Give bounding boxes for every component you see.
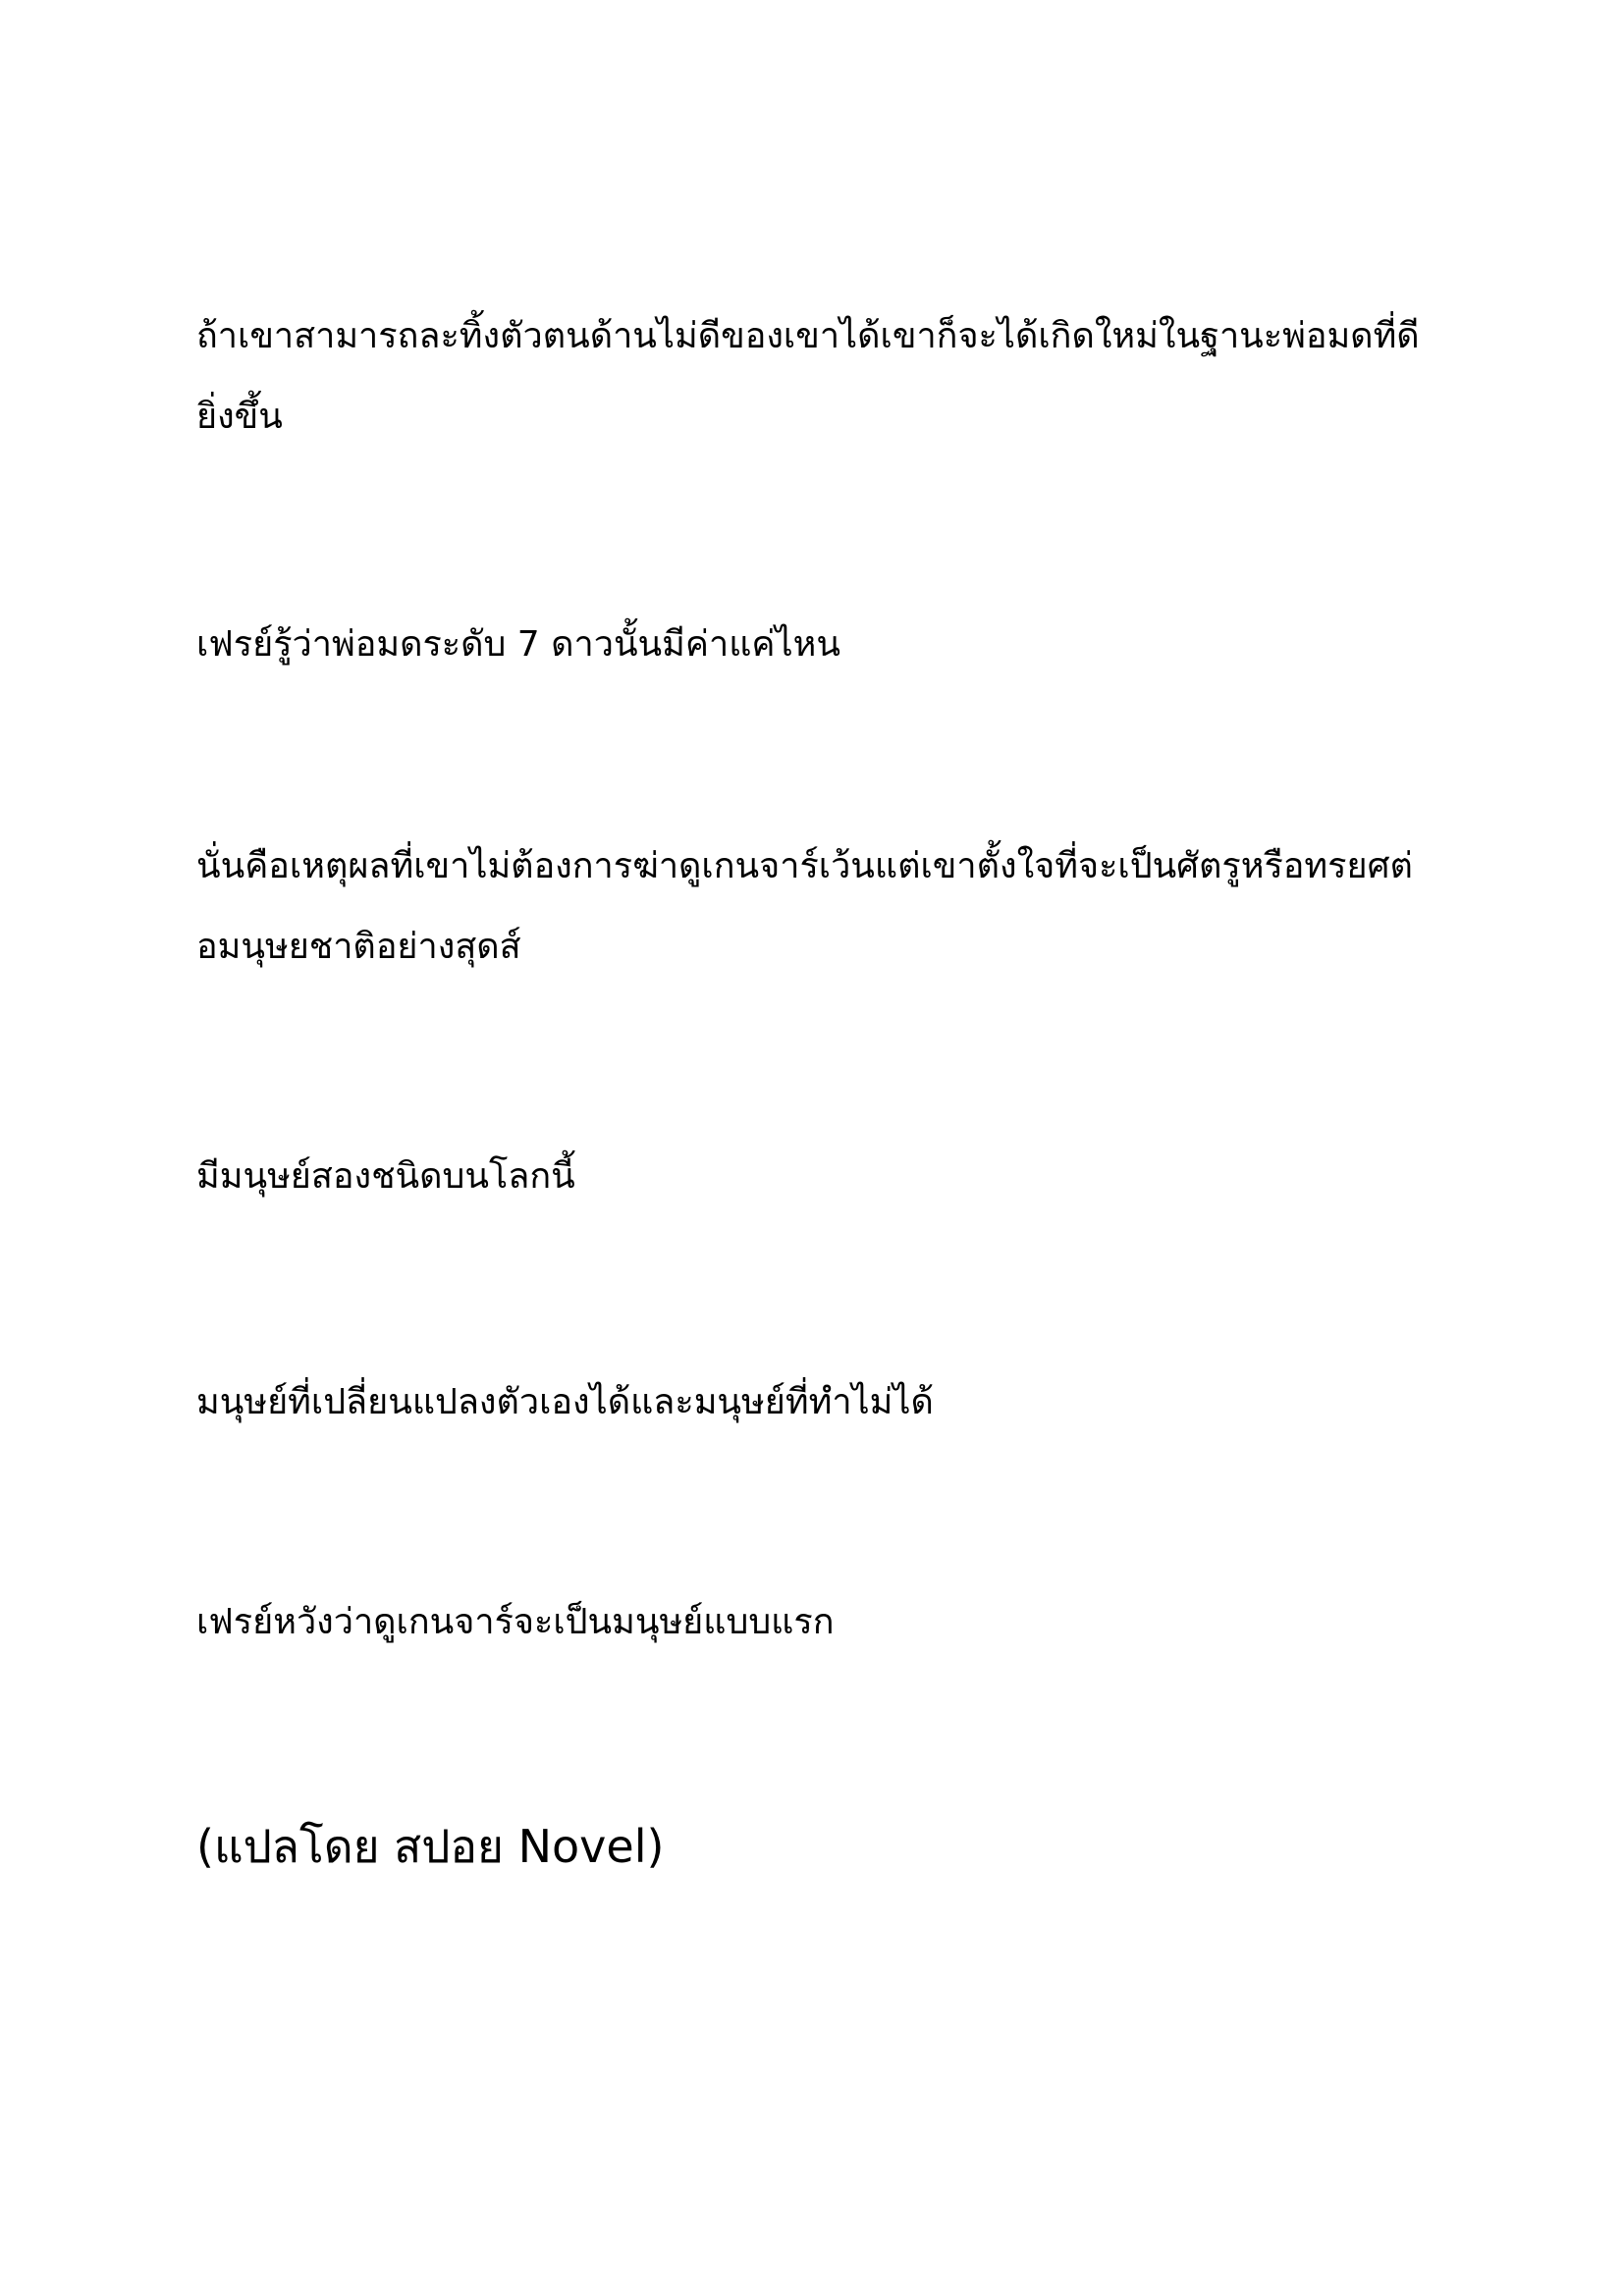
paragraph-5: มนุษย์ที่เปลี่ยนแปลงตัวเองได้และมนุษย์ที่ทำไม่ได้ xyxy=(196,1382,934,1422)
paragraph-4: มีมนุษย์สองชนิดบนโลกนี้ xyxy=(196,1156,575,1197)
paragraph-3: นั่นคือเหตุผลที่เขาไม่ต้องการฆ่าดูเกนจาร์เว้นแต่เขาตั้งใจที่จะเป็นศัตรูหรือทรยศต่อมนุษยชาติอย่างสุดส์ xyxy=(196,846,1413,967)
paragraph-2: เฟรย์รู้ว่าพ่อมดระดับ 7 ดาวนั้นมีค่าแค่ไหน xyxy=(196,624,840,665)
paragraph-6: เฟรย์หวังว่าดูเกนจาร์จะเป็นมนุษย์แบบแรก xyxy=(196,1602,835,1642)
paragraph-1: ถ้าเขาสามารถละทิ้งตัวตนด้านไม่ดีของเขาได้เขาก็จะได้เกิดใหม่ในฐานะพ่อมดที่ดียิ่งขึ้น xyxy=(196,316,1420,437)
translator-credit: (แปลโดย สปอย Novel) xyxy=(196,1820,665,1873)
